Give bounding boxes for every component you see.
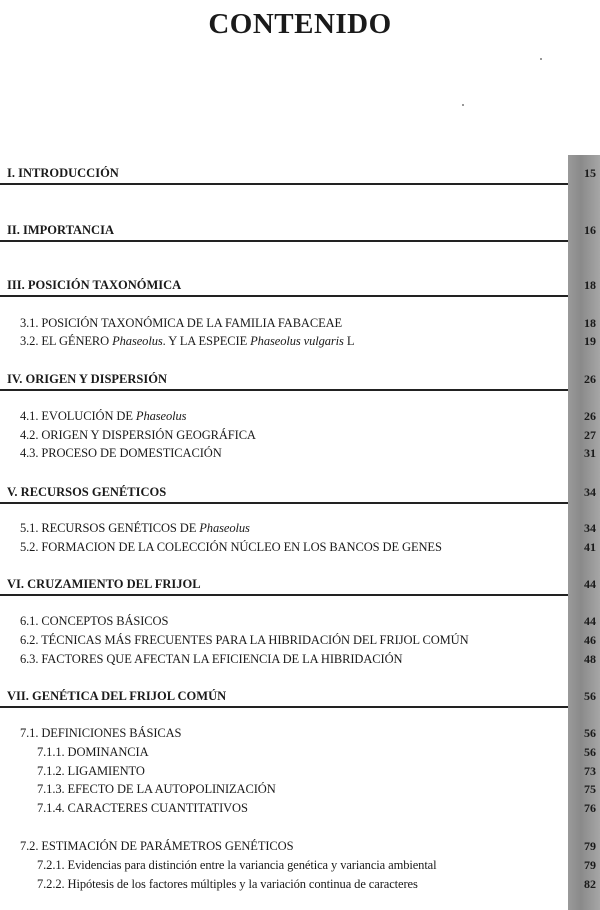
toc-page-number: 19 [584, 334, 596, 348]
chapter-underline [0, 183, 568, 185]
toc-section [0, 425, 600, 445]
toc-entry-label: 4.1. EVOLUCIÓN DE Phaseolus [20, 409, 187, 423]
toc-entry-label: VII. GENÉTICA DEL FRIJOL COMÚN [7, 689, 227, 703]
chapter-underline [0, 295, 568, 297]
toc-page-number: 75 [584, 782, 596, 796]
toc-page-number: 16 [584, 223, 596, 237]
toc-entry-label: 6.3. FACTORES QUE AFECTAN LA EFICIENCIA DE LA HIBRIDACIÓN [20, 652, 403, 666]
toc-chapter [0, 482, 600, 502]
toc-subsection [0, 874, 600, 894]
toc-page-number: 26 [584, 409, 596, 423]
toc-page-number: 76 [584, 801, 596, 815]
toc-section [0, 630, 600, 650]
toc-page-number: 79 [584, 839, 596, 853]
toc-entry-label: 7.2.2. Hipótesis de los factores múltiples y la variación continua de caracteres [37, 877, 418, 891]
page-title: CONTENIDO [208, 8, 392, 40]
toc-entry-label: II. IMPORTANCIA [7, 223, 114, 237]
toc-chapter [0, 686, 600, 706]
toc-section [0, 649, 600, 669]
toc-entry-label: 7.1.3. EFECTO DE LA AUTOPOLINIZACIÓN [37, 782, 276, 796]
toc-entry-label: 3.1. POSICIÓN TAXONÓMICA DE LA FAMILIA FABACEAE [20, 316, 343, 330]
toc-chapter [0, 369, 600, 389]
toc-entry-label: IV. ORIGEN Y DISPERSIÓN [7, 372, 167, 386]
scan-speck [462, 104, 464, 106]
toc-page-number: 73 [584, 764, 596, 778]
toc-section [0, 723, 600, 743]
toc-section [0, 836, 600, 856]
toc-entry-label: 3.2. EL GÉNERO Phaseolus. Y LA ESPECIE Phaseolus vulgaris L [20, 334, 355, 348]
toc-page-number: 34 [584, 521, 596, 535]
chapter-underline [0, 389, 568, 391]
toc-page-number: 46 [584, 633, 596, 647]
toc-page-number: 79 [584, 858, 596, 872]
toc-entry-label: VI. CRUZAMIENTO DEL FRIJOL [7, 577, 201, 591]
toc-page-number: 34 [584, 485, 596, 499]
toc-page-number: 44 [584, 577, 596, 591]
chapter-underline [0, 706, 568, 708]
toc-entry-label: 4.2. ORIGEN Y DISPERSIÓN GEOGRÁFICA [20, 428, 256, 442]
toc-section [0, 313, 600, 333]
toc-chapter [0, 574, 600, 594]
chapter-underline [0, 240, 568, 242]
toc-entry-label: 6.2. TÉCNICAS MÁS FRECUENTES PARA LA HIBRIDACIÓN DEL FRIJOL COMÚN [20, 633, 469, 647]
toc-entry-label: 6.1. CONCEPTOS BÁSICOS [20, 614, 169, 628]
toc-entry-label: 7.1.1. DOMINANCIA [37, 745, 149, 759]
chapter-underline [0, 594, 568, 596]
toc-entry-label: 7.1. DEFINICIONES BÁSICAS [20, 726, 182, 740]
toc-page-number: 56 [584, 745, 596, 759]
toc-page-number: 15 [584, 166, 596, 180]
toc-entry-label: 5.1. RECURSOS GENÉTICOS DE Phaseolus [20, 521, 250, 535]
toc-section [0, 331, 600, 351]
scan-speck [540, 58, 542, 60]
toc-chapter [0, 220, 600, 240]
toc-page-number: 18 [584, 278, 596, 292]
toc-entry-label: III. POSICIÓN TAXONÓMICA [7, 278, 182, 292]
toc-chapter [0, 163, 600, 183]
toc-subsection [0, 798, 600, 818]
toc-entry-label: 7.2.1. Evidencias para distinción entre la variancia genética y variancia ambiental [37, 858, 437, 872]
toc-page-number: 26 [584, 372, 596, 386]
toc-entry-label: 7.1.2. LIGAMIENTO [37, 764, 145, 778]
toc-subsection [0, 742, 600, 762]
toc-page-number: 56 [584, 726, 596, 740]
toc-page-number: 41 [584, 540, 596, 554]
toc-entry-label: I. INTRODUCCIÓN [7, 166, 119, 180]
toc-section [0, 518, 600, 538]
toc-page-number: 82 [584, 877, 596, 891]
toc-entry-label: 4.3. PROCESO DE DOMESTICACIÓN [20, 446, 222, 460]
toc-section [0, 611, 600, 631]
toc-subsection [0, 855, 600, 875]
toc-subsection [0, 761, 600, 781]
toc-page-number: 31 [584, 446, 596, 460]
toc-page-number: 44 [584, 614, 596, 628]
toc-page-number: 56 [584, 689, 596, 703]
toc-page-number: 27 [584, 428, 596, 442]
toc-entry-label: V. RECURSOS GENÉTICOS [7, 485, 167, 499]
chapter-underline [0, 502, 568, 504]
toc-section [0, 406, 600, 426]
toc-section [0, 443, 600, 463]
toc-page-number: 48 [584, 652, 596, 666]
toc-entry-label: 7.1.4. CARACTERES CUANTITATIVOS [37, 801, 248, 815]
toc-entry-label: 5.2. FORMACION DE LA COLECCIÓN NÚCLEO EN LOS BANCOS DE GENES [20, 540, 442, 554]
toc-chapter [0, 275, 600, 295]
toc-entry-label: 7.2. ESTIMACIÓN DE PARÁMETROS GENÉTICOS [20, 839, 294, 853]
toc-section [0, 537, 600, 557]
toc-subsection [0, 779, 600, 799]
toc-page-number: 18 [584, 316, 596, 330]
